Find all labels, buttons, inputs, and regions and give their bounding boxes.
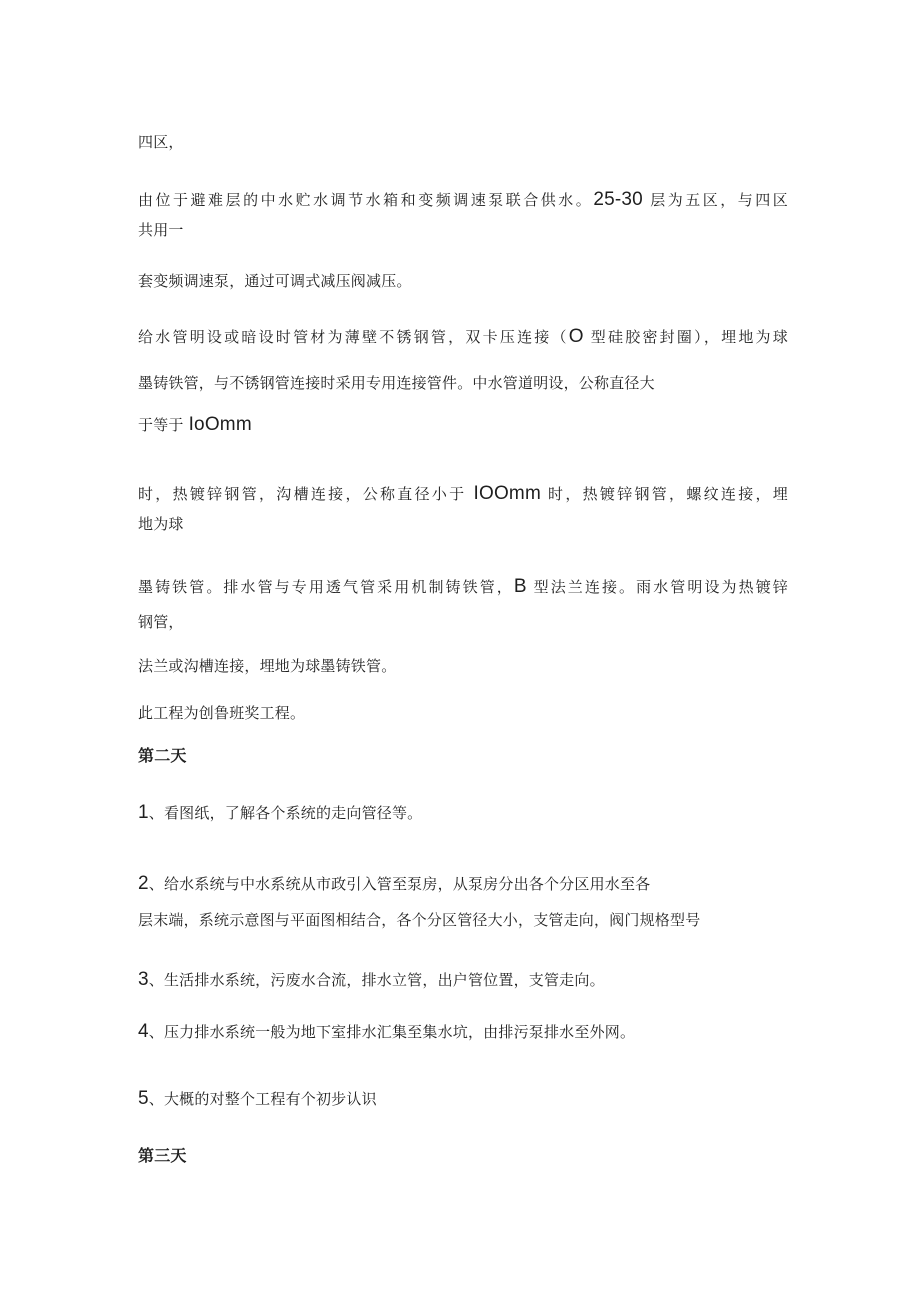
flange-type: B (513, 576, 527, 597)
paragraph-line (138, 577, 788, 597)
text-segment: 时，热镀锌钢管，沟槽连接，公称直径小于 (138, 485, 474, 503)
heading-text: 第二天 (138, 746, 187, 765)
list-number: 4 (138, 1021, 149, 1042)
paragraph-line (138, 220, 788, 240)
diameter-value: IOOmm (473, 483, 541, 504)
paragraph-line (138, 190, 788, 210)
list-item (138, 970, 788, 990)
list-item-continuation (138, 910, 788, 930)
list-item (138, 803, 788, 823)
text-segment: 套变频调速泵，通过可调式减压阀减压。 (138, 272, 412, 290)
text-segment: 共用一 (138, 221, 184, 239)
text-segment: 由位于避难层的中水贮水调节水箱和变频调速泵联合供水。 (138, 191, 594, 209)
paragraph-line (138, 703, 788, 723)
text-segment: 时，热镀锌钢管，螺纹连接，埋 (541, 485, 788, 503)
section-heading-day3 (138, 1146, 788, 1166)
floor-range: 25-30 (593, 189, 643, 210)
text-segment: 墨铸铁管。排水管与专用透气管采用机制铸铁管， (138, 578, 514, 596)
o-ring-type: O (568, 326, 584, 347)
list-number: 2 (138, 873, 149, 894)
text-segment: 地为球 (138, 515, 184, 533)
text-segment: 墨铸铁管，与不锈钢管连接时采用专用连接管件。中水管道明设，公称直径大 (138, 374, 655, 392)
section-heading-day2 (138, 746, 788, 766)
list-text: 、大概的对整个工程有个初步认识 (148, 1090, 377, 1108)
list-number: 5 (138, 1088, 149, 1109)
list-item (138, 1089, 788, 1109)
paragraph-line (138, 656, 788, 676)
text-segment: 四区， (138, 133, 184, 151)
list-item (138, 874, 788, 894)
text-segment: 型法兰连接。雨水管明设为热镀锌 (526, 578, 788, 596)
list-number: 3 (138, 969, 149, 990)
paragraph-line (138, 514, 788, 534)
text-segment: 层为五区，与四区 (642, 191, 789, 209)
paragraph-line (138, 132, 788, 152)
text-segment: 于等于 (138, 416, 189, 434)
list-text: 、给水系统与中水系统从市政引入管至泵房，从泵房分出各个分区用水至各 (148, 875, 651, 893)
list-item (138, 1022, 788, 1042)
paragraph-line (138, 612, 788, 632)
list-text: 、看图纸，了解各个系统的走向管径等。 (148, 804, 423, 822)
text-segment: 钢管， (138, 613, 184, 631)
diameter-value: IoOmm (188, 414, 252, 435)
text-segment: 给水管明设或暗设时管材为薄壁不锈钢管，双卡压连接（ (138, 328, 569, 346)
list-text: 、生活排水系统，污废水合流，排水立管，出户管位置，支管走向。 (148, 971, 605, 989)
list-text: 层末端，系统示意图与平面图相结合，各个分区管径大小，支管走向，阀门规格型号 (138, 911, 701, 929)
list-number: 1 (138, 802, 149, 823)
paragraph-line (138, 415, 788, 435)
list-text: 、压力排水系统一般为地下室排水汇集至集水坑，由排污泵排水至外网。 (148, 1023, 636, 1041)
paragraph-line (138, 271, 788, 291)
paragraph-line (138, 373, 788, 393)
paragraph-line (138, 327, 788, 347)
text-segment: 法兰或沟槽连接，埋地为球墨铸铁管。 (138, 657, 397, 675)
paragraph-line (138, 484, 788, 504)
text-segment: 此工程为创鲁班奖工程。 (138, 704, 306, 722)
heading-text: 第三天 (138, 1146, 187, 1165)
text-segment: 型硅胶密封圈），埋地为球 (583, 328, 788, 346)
